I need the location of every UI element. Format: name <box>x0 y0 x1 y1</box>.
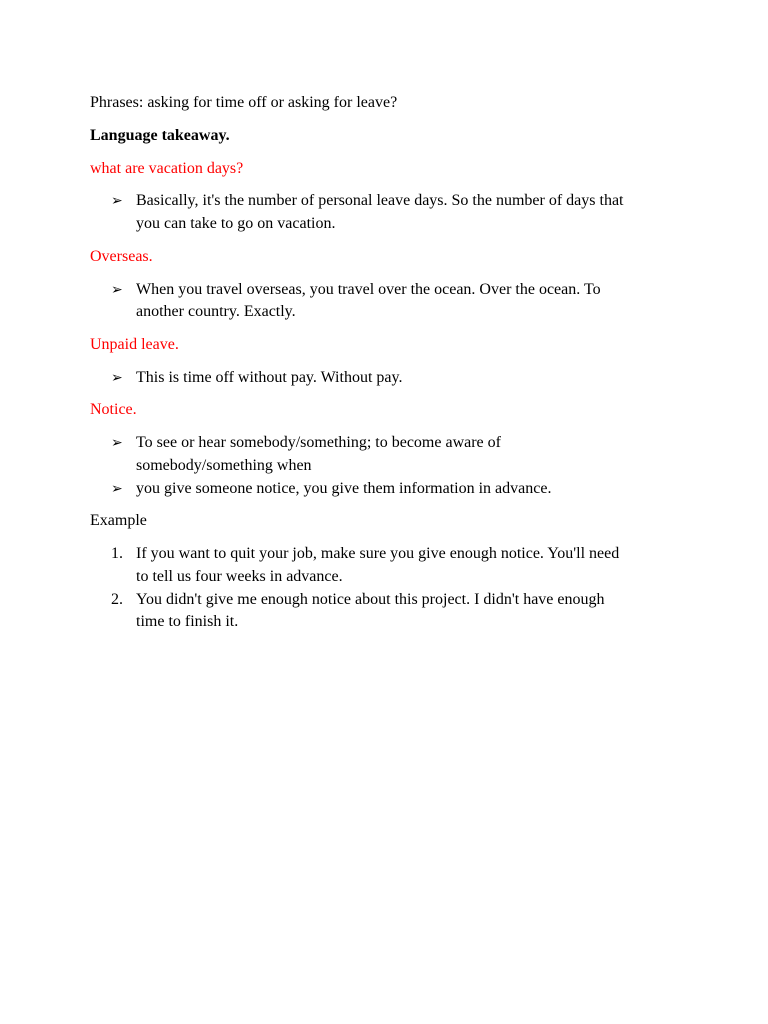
arrow-bullet-icon: ➢ <box>111 436 123 451</box>
term-notice: Notice. <box>90 401 137 418</box>
arrow-bullet-icon: ➢ <box>111 482 123 497</box>
example-line: You didn't give me enough notice about this project. I didn't have enough <box>136 591 605 608</box>
bullet-line: another country. Exactly. <box>136 303 296 320</box>
intro-line: Phrases: asking for time off or asking for leave? <box>90 94 398 111</box>
bullet-line: somebody/something when <box>136 457 312 474</box>
bullet-line: you can take to go on vacation. <box>136 215 336 232</box>
bullet-line: When you travel overseas, you travel over the ocean. Over the ocean. To <box>136 281 601 298</box>
arrow-bullet-icon: ➢ <box>111 194 123 209</box>
example-number: 2. <box>111 591 123 608</box>
arrow-bullet-icon: ➢ <box>111 283 123 298</box>
term-overseas: Overseas. <box>90 248 153 265</box>
bullet-line: Basically, it's the number of personal leave days. So the number of days that <box>136 192 624 209</box>
example-line: If you want to quit your job, make sure you give enough notice. You'll need <box>136 545 620 562</box>
arrow-bullet-icon: ➢ <box>111 371 123 386</box>
example-number: 1. <box>111 545 123 562</box>
example-line: time to finish it. <box>136 613 239 630</box>
bullet-line: To see or hear somebody/something; to become aware of <box>136 434 501 451</box>
bullet-line: you give someone notice, you give them information in advance. <box>136 480 552 497</box>
term-unpaid-leave: Unpaid leave. <box>90 336 179 353</box>
bullet-line: This is time off without pay. Without pay. <box>136 369 403 386</box>
takeaway-heading: Language takeaway. <box>90 127 230 144</box>
term-vacation-days: what are vacation days? <box>90 160 244 177</box>
example-heading: Example <box>90 512 147 529</box>
example-line: to tell us four weeks in advance. <box>136 568 343 585</box>
